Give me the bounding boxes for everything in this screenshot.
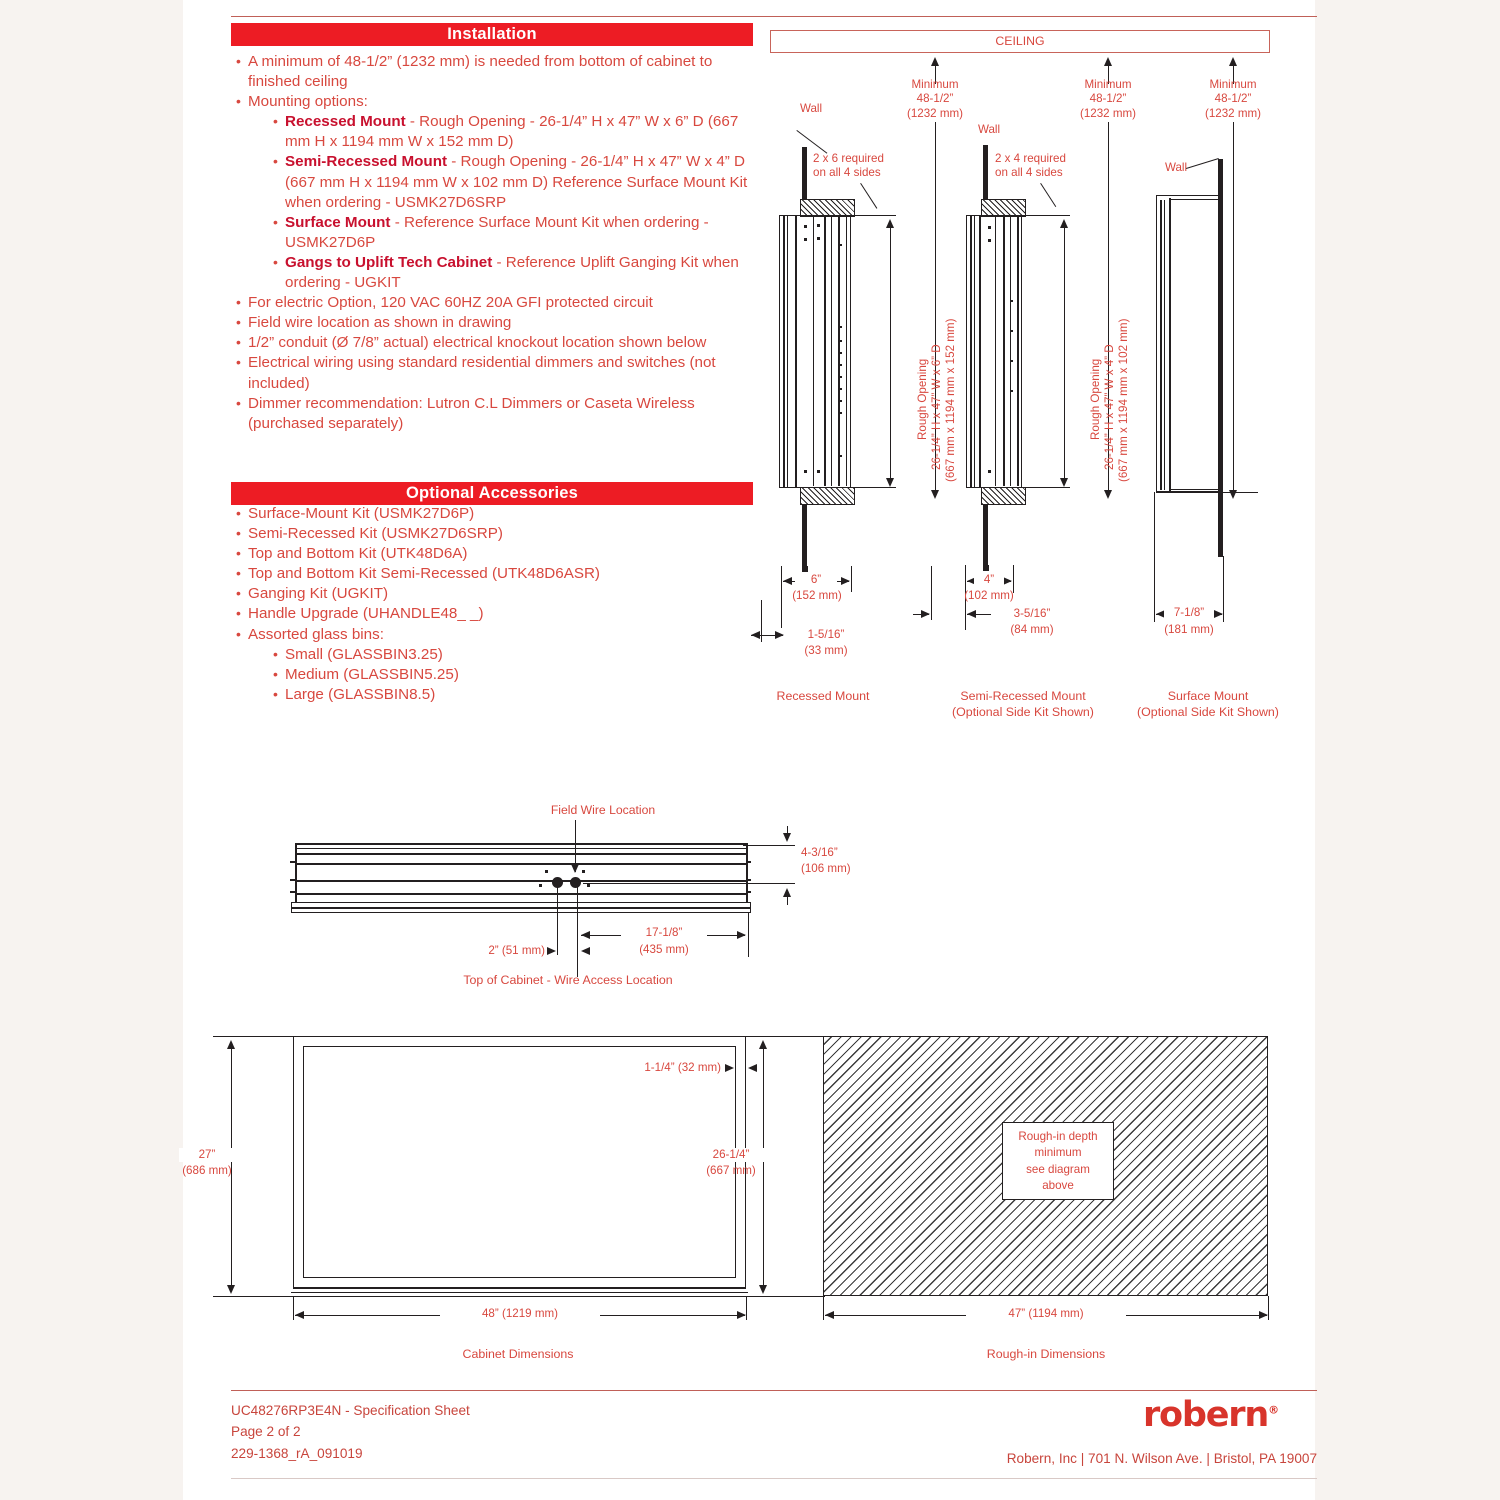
dim-extension-line — [1154, 492, 1155, 582]
list-item — [235, 52, 760, 92]
dim-arrow-left — [581, 947, 590, 955]
list-item-text: Field wire location as shown in drawing — [248, 314, 512, 332]
list-item-text: - Rough Opening - 26-1/4” H x 47” W x 6” D (667 mm H x 1194 mm W x 152 mm D) — [285, 113, 739, 151]
dim-arrow-left — [967, 610, 976, 618]
note-line2: minimum — [1034, 1146, 1082, 1160]
dim-extension-line — [583, 883, 795, 884]
minimum-value-mm: (1232 mm) — [1204, 106, 1262, 120]
list-item — [235, 92, 760, 112]
dim-arrow-right — [1214, 610, 1223, 618]
knockout-dot — [587, 884, 590, 887]
list-item — [235, 353, 760, 393]
list-item-text: Semi-Recessed Kit (USMK27D6SRP) — [248, 525, 503, 543]
dim-line-short — [913, 614, 929, 615]
rough-opening-dim-line — [1064, 228, 1065, 484]
list-item-text: 1/2” conduit (Ø 7/8” actual) electrical knockout location shown below — [248, 334, 707, 352]
framing-block-bottom — [800, 487, 855, 505]
framing-label-line2: on all 4 sides — [995, 166, 1063, 180]
cabinet-edge — [295, 853, 747, 855]
cabinet-edge-left — [295, 843, 297, 903]
recessed-mount-caption: Recessed Mount — [776, 689, 870, 703]
ceiling-label: CEILING — [995, 34, 1045, 48]
extension-line — [851, 215, 896, 216]
cabinet-height-value: 27” — [179, 1148, 235, 1162]
dim-arrow-left — [825, 1311, 834, 1319]
cabinet-edge — [291, 907, 751, 909]
dim-7-1-8-value: 7-1/8” — [1164, 606, 1214, 620]
minimum-value-in: 48-1/2” — [1214, 92, 1252, 106]
list-item-text: - Reference Uplift Ganging Kit when ordering - UGKIT — [285, 253, 739, 292]
list-item — [235, 293, 760, 313]
dim-arrow-right — [737, 931, 746, 939]
list-item-text: Large (GLASSBIN8.5) — [285, 685, 436, 703]
dim-extension-line — [746, 1296, 747, 1320]
dim-extension-line — [213, 1036, 295, 1037]
dim-arrow-right — [775, 631, 784, 639]
footer-doc-number: 229-1368_rA_091019 — [231, 1446, 363, 1461]
dim-extension-line — [577, 885, 578, 977]
cabinet-line — [1169, 199, 1220, 200]
list-item-bold: Surface Mount — [285, 213, 391, 231]
cabinet-line — [824, 217, 826, 486]
list-item — [235, 504, 760, 524]
shelf-pin — [1011, 390, 1013, 392]
shelf-pin — [804, 238, 807, 241]
caption-line2: (Optional Side Kit Shown) — [952, 704, 1094, 719]
roughin-height-value: 26-1/4” — [693, 1148, 769, 1162]
framing-callout — [813, 152, 943, 181]
cabinet-line — [1156, 195, 1220, 196]
rough-opening-label: Rough Opening — [1089, 358, 1102, 440]
shelf-pin — [817, 237, 820, 240]
dim-extension-line — [293, 1296, 294, 1320]
wall-label: Wall — [799, 102, 823, 115]
cabinet-line — [1017, 217, 1019, 486]
detail-tick — [290, 879, 295, 881]
shelf-pin — [988, 470, 991, 473]
dim-arrow-left — [783, 577, 792, 585]
dim-arrow-left — [295, 1311, 304, 1319]
extension-line — [1022, 487, 1070, 488]
caption-line1: Semi-Recessed Mount — [960, 689, 1086, 703]
cabinet-line — [813, 217, 814, 486]
dim-extension-line — [745, 1036, 825, 1037]
dim-4-3-16-value: 4-3/16” — [801, 846, 838, 859]
list-item-text: A minimum of 48-1/2” (1232 mm) is needed from bottom of cabinet to finished ceiling — [248, 53, 713, 91]
dim-arrow-up — [783, 888, 791, 897]
wall-label: Wall — [977, 123, 1001, 136]
list-item — [272, 685, 760, 705]
rough-opening-arrow-down — [1060, 478, 1068, 487]
cabinet-line — [1156, 492, 1220, 493]
shelf-pin — [988, 226, 991, 229]
list-item — [235, 604, 760, 624]
dim-6in-value: 6” — [795, 573, 837, 587]
dim-extension-line — [823, 1296, 824, 1320]
list-item-text: - Reference Surface Mount Kit when ordering - USMK27D6P — [285, 213, 709, 251]
shelf-pin — [840, 326, 842, 328]
list-item — [272, 645, 760, 665]
minimum-leader-line — [1233, 122, 1234, 497]
list-item — [235, 584, 760, 604]
cabinet-line — [1160, 200, 1162, 490]
cabinet-edge-right — [750, 902, 751, 913]
dim-3-5-16-value: 3-5/16” — [1013, 607, 1051, 620]
knockout-dot — [582, 870, 585, 873]
dim-extension-line — [745, 1296, 825, 1297]
cabinet-line — [846, 217, 847, 486]
cabinet-inner-frame — [303, 1046, 736, 1278]
roughin-note — [1002, 1129, 1114, 1195]
dim-extension-line — [931, 566, 932, 620]
shelf-pin — [804, 470, 807, 473]
list-item — [235, 625, 760, 645]
dim-arrow-right — [841, 577, 850, 585]
list-item-text: Assorted glass bins: — [248, 625, 384, 643]
dim-extension-line — [1223, 582, 1224, 622]
framing-callout — [995, 152, 1125, 181]
list-item — [272, 152, 760, 212]
dim-arrow-left — [748, 1064, 757, 1072]
dim-arrow-right — [547, 947, 556, 955]
roughin-height-mm: (667 mm) — [706, 1164, 756, 1177]
dim-arrow-right — [737, 1311, 746, 1319]
list-item — [272, 665, 760, 685]
shelf-pin — [840, 412, 842, 414]
list-item-text: Surface-Mount Kit (USMK27D6P) — [248, 505, 475, 522]
list-item-text: Dimmer recommendation: Lutron C.L Dimmers or Caseta Wireless (purchased separately) — [248, 394, 695, 432]
reference-tick — [983, 565, 989, 571]
list-item-text: Top and Bottom Kit Semi-Recessed (UTK48D6ASR) — [248, 565, 600, 583]
framing-leader-line — [1040, 183, 1056, 207]
cabinet-line — [1010, 217, 1011, 486]
dim-84mm-value: (84 mm) — [1010, 623, 1054, 636]
dim-extension-line — [748, 913, 749, 957]
note-line4: above — [1042, 1179, 1074, 1193]
top-of-cabinet-caption: Top of Cabinet - Wire Access Location — [463, 973, 673, 987]
cabinet-edge-right — [746, 843, 748, 903]
robern-logo-text: robern — [1143, 1395, 1269, 1435]
detail-tick — [746, 861, 751, 863]
minimum-callout — [875, 78, 995, 121]
minimum-arrow-down — [931, 490, 939, 499]
minimum-arrow-down — [1104, 490, 1112, 499]
detail-tick — [290, 861, 295, 863]
dim-1-5-16-value: 1-5/16” — [807, 628, 845, 641]
dim-arrow-up — [759, 1040, 767, 1049]
dim-extension-line — [557, 885, 558, 955]
knockout-dot — [539, 884, 542, 887]
dim-line-vert — [787, 897, 788, 905]
minimum-value-in: 48-1/2” — [1089, 92, 1127, 106]
rough-opening-dims-mm: (667 mm x 1194 mm x 152 mm) — [944, 318, 957, 482]
framing-label-line1: 2 x 6 required — [813, 152, 884, 165]
dim-arrow-down — [227, 1285, 235, 1294]
cabinet-frame-value: 1-1/4” (32 mm) — [644, 1061, 721, 1074]
shelf-pin — [840, 244, 842, 246]
framing-label-line2: on all 4 sides — [813, 166, 881, 180]
cabinet-line — [970, 215, 972, 488]
reference-tick — [802, 566, 808, 572]
cabinet-line — [1164, 200, 1165, 490]
dim-extension-line — [781, 566, 782, 628]
list-item-text: Ganging Kit (UGKIT) — [248, 585, 389, 603]
rough-opening-dims-in: 26-1/4” H x 47” W x 4” D — [1103, 344, 1116, 470]
surface-mount-caption — [1078, 689, 1338, 720]
dim-102mm-value: (102 mm) — [964, 589, 1014, 602]
dim-arrow-left — [751, 631, 760, 639]
list-item — [272, 213, 760, 253]
cabinet-dimensions-caption: Cabinet Dimensions — [462, 1347, 574, 1361]
knockout-dot — [545, 870, 548, 873]
installation-list — [235, 52, 760, 434]
wall-label: Wall — [1164, 161, 1188, 174]
rough-opening-arrow-up — [1060, 219, 1068, 228]
dim-17-1-8-value: 17-1/8” — [621, 926, 707, 940]
shelf-pin — [840, 455, 842, 457]
dim-6in-mm: (152 mm) — [792, 589, 842, 602]
detail-tick — [746, 879, 751, 881]
cabinet-edge — [295, 893, 747, 895]
extension-line — [851, 487, 896, 488]
footer-bottom-rule — [231, 1478, 1317, 1479]
minimum-callout — [1048, 78, 1168, 121]
cabinet-line — [795, 215, 797, 488]
list-item-text: Top and Bottom Kit (UTK48D6A) — [248, 545, 468, 563]
rough-opening-arrow-up — [886, 219, 894, 228]
note-line3: see diagram — [1026, 1162, 1090, 1176]
dim-33mm-value: (33 mm) — [804, 644, 848, 657]
installation-heading: Installation — [231, 23, 753, 46]
dim-181mm-value: (181 mm) — [1164, 623, 1214, 636]
dim-line-vert — [787, 826, 788, 834]
knockout-hole — [570, 877, 581, 888]
dim-arrow-up — [227, 1040, 235, 1049]
shelf-pin — [840, 340, 842, 342]
dim-2in-value: 2” (51 mm) — [488, 944, 545, 957]
list-item-bold: Recessed Mount — [285, 113, 406, 131]
dim-extension-line — [851, 566, 852, 592]
cabinet-line — [995, 217, 996, 486]
roughin-width-value: 47” (1194 mm) — [966, 1307, 1126, 1321]
minimum-arrow-up — [1104, 57, 1112, 66]
cabinet-edge-left — [291, 902, 292, 913]
dim-arrow-down — [783, 833, 791, 842]
list-item-text: Medium (GLASSBIN5.25) — [285, 665, 459, 683]
cabinet-height-mm: (686 mm) — [182, 1164, 232, 1177]
shelf-pin — [817, 470, 820, 473]
cabinet-base-line — [293, 1288, 746, 1289]
dim-arrow-left — [581, 931, 590, 939]
cabinet-line — [974, 215, 975, 488]
cabinet-line — [979, 215, 981, 488]
framing-leader-line — [860, 183, 877, 209]
extension-line — [1022, 215, 1070, 216]
dim-extension-line — [1268, 1296, 1269, 1320]
list-item-text: For electric Option, 120 VAC 60HZ 20A GFI protected circuit — [248, 294, 653, 312]
rough-opening-label: Rough Opening — [916, 358, 929, 440]
cabinet-line — [783, 215, 785, 488]
minimum-label: Minimum — [1084, 78, 1132, 91]
roughin-dimensions-caption: Rough-in Dimensions — [986, 1347, 1106, 1361]
minimum-label: Minimum — [1209, 78, 1257, 91]
note-line1: Rough-in depth — [1018, 1130, 1098, 1143]
minimum-arrow-up — [1229, 57, 1237, 66]
accessories-heading: Optional Accessories — [231, 482, 753, 505]
dim-106mm-value: (106 mm) — [801, 862, 851, 875]
cabinet-section — [1156, 195, 1220, 492]
list-item — [272, 112, 760, 152]
rough-opening-dims-in: 26-1/4” H x 47” W x 6” D — [930, 344, 943, 470]
list-item-text: Mounting options: — [248, 93, 368, 111]
cabinet-line — [1169, 489, 1220, 490]
footer-company-line: Robern, Inc | 701 N. Wilson Ave. | Bristol, PA 19007 — [1006, 1451, 1317, 1466]
list-item-bold: Gangs to Uplift Tech Cabinet — [285, 253, 493, 271]
field-wire-arrow — [571, 864, 579, 873]
list-item — [235, 394, 760, 434]
shelf-pin — [840, 364, 842, 366]
cabinet-edge — [291, 912, 751, 913]
minimum-value-in: 48-1/2” — [916, 92, 954, 106]
caption-line1: Surface Mount — [1167, 689, 1249, 703]
accessories-list — [235, 504, 760, 705]
shelf-pin — [1011, 300, 1013, 302]
footer-product-code: UC48276RP3E4N - Specification Sheet — [231, 1403, 470, 1418]
rough-opening-dim-line — [890, 228, 891, 484]
dim-arrow-right — [725, 1064, 734, 1072]
dim-arrow-down — [759, 1285, 767, 1294]
dim-extension-line — [743, 845, 795, 846]
dim-arrow-right — [1259, 1311, 1268, 1319]
shelf-pin — [804, 225, 807, 228]
cabinet-base-line — [291, 1292, 748, 1293]
dim-4in-value: 4” — [974, 573, 1004, 587]
shelf-pin — [840, 388, 842, 390]
framing-label-line1: 2 x 4 required — [995, 152, 1066, 165]
framing-block-bottom — [981, 487, 1026, 505]
dim-extension-line — [1223, 556, 1224, 582]
list-item — [235, 313, 760, 333]
list-item-text: Handle Upgrade (UHANDLE48_ _) — [248, 605, 484, 623]
minimum-arrow-up — [931, 57, 939, 66]
detail-tick — [746, 891, 751, 893]
minimum-callout — [1173, 78, 1293, 121]
dim-extension-line — [1154, 582, 1155, 622]
extension-line — [1220, 492, 1258, 493]
shelf-pin — [988, 239, 991, 242]
dim-arrow-right — [1003, 577, 1012, 585]
cabinet-line — [831, 217, 832, 486]
footer-page-label: Page 2 of 2 — [231, 1424, 301, 1439]
list-item-text: Electrical wiring using standard residential dimmers and switches (not included) — [248, 354, 716, 392]
list-item — [235, 544, 760, 564]
list-item — [235, 524, 760, 544]
spec-sheet-page — [183, 0, 1315, 1500]
minimum-value-mm: (1232 mm) — [1079, 106, 1137, 120]
cabinet-base-line — [291, 1296, 748, 1297]
shelf-pin — [1011, 360, 1013, 362]
top-divider-rule — [231, 16, 1317, 17]
cabinet-edge — [295, 848, 747, 849]
list-item — [272, 253, 760, 293]
minimum-label: Minimum — [911, 78, 959, 91]
cabinet-edge — [291, 902, 751, 903]
cabinet-line — [787, 215, 788, 488]
cabinet-line — [1003, 217, 1005, 486]
cabinet-edge — [295, 880, 747, 882]
list-item — [235, 564, 760, 584]
shelf-pin — [1011, 330, 1013, 332]
list-item-text: Small (GLASSBIN3.25) — [285, 645, 443, 663]
caption-line2: (Optional Side Kit Shown) — [1137, 704, 1279, 719]
list-item — [235, 333, 760, 353]
shelf-pin — [840, 400, 842, 402]
robern-logo-tm: ® — [1268, 1403, 1280, 1417]
dim-435mm-value: (435 mm) — [639, 943, 689, 956]
rough-opening-arrow-down — [886, 478, 894, 487]
shelf-pin — [817, 224, 820, 227]
dim-extension-line — [213, 1296, 295, 1297]
cabinet-width-value: 48” (1219 mm) — [440, 1307, 600, 1321]
list-item-text: - Rough Opening - 26-1/4” H x 47” W x 4” D (667 mm H x 1194 mm W x 102 mm D) Reference Surface Mount Kit when ordering - USMK27D6SRP — [285, 153, 748, 211]
cabinet-edge — [295, 843, 747, 845]
detail-tick — [290, 891, 295, 893]
field-wire-label: Field Wire Location — [550, 803, 656, 817]
minimum-value-mm: (1232 mm) — [906, 106, 964, 120]
shelf-pin — [840, 352, 842, 354]
list-item-bold: Semi-Recessed Mount — [285, 153, 448, 171]
cabinet-edge — [295, 863, 747, 865]
footer-divider-rule — [231, 1390, 1317, 1391]
robern-logo — [1143, 1395, 1279, 1435]
rough-opening-dims-mm: (667 mm x 1194 mm x 102 mm) — [1117, 318, 1130, 482]
cabinet-line — [1169, 198, 1171, 492]
shelf-pin — [840, 376, 842, 378]
